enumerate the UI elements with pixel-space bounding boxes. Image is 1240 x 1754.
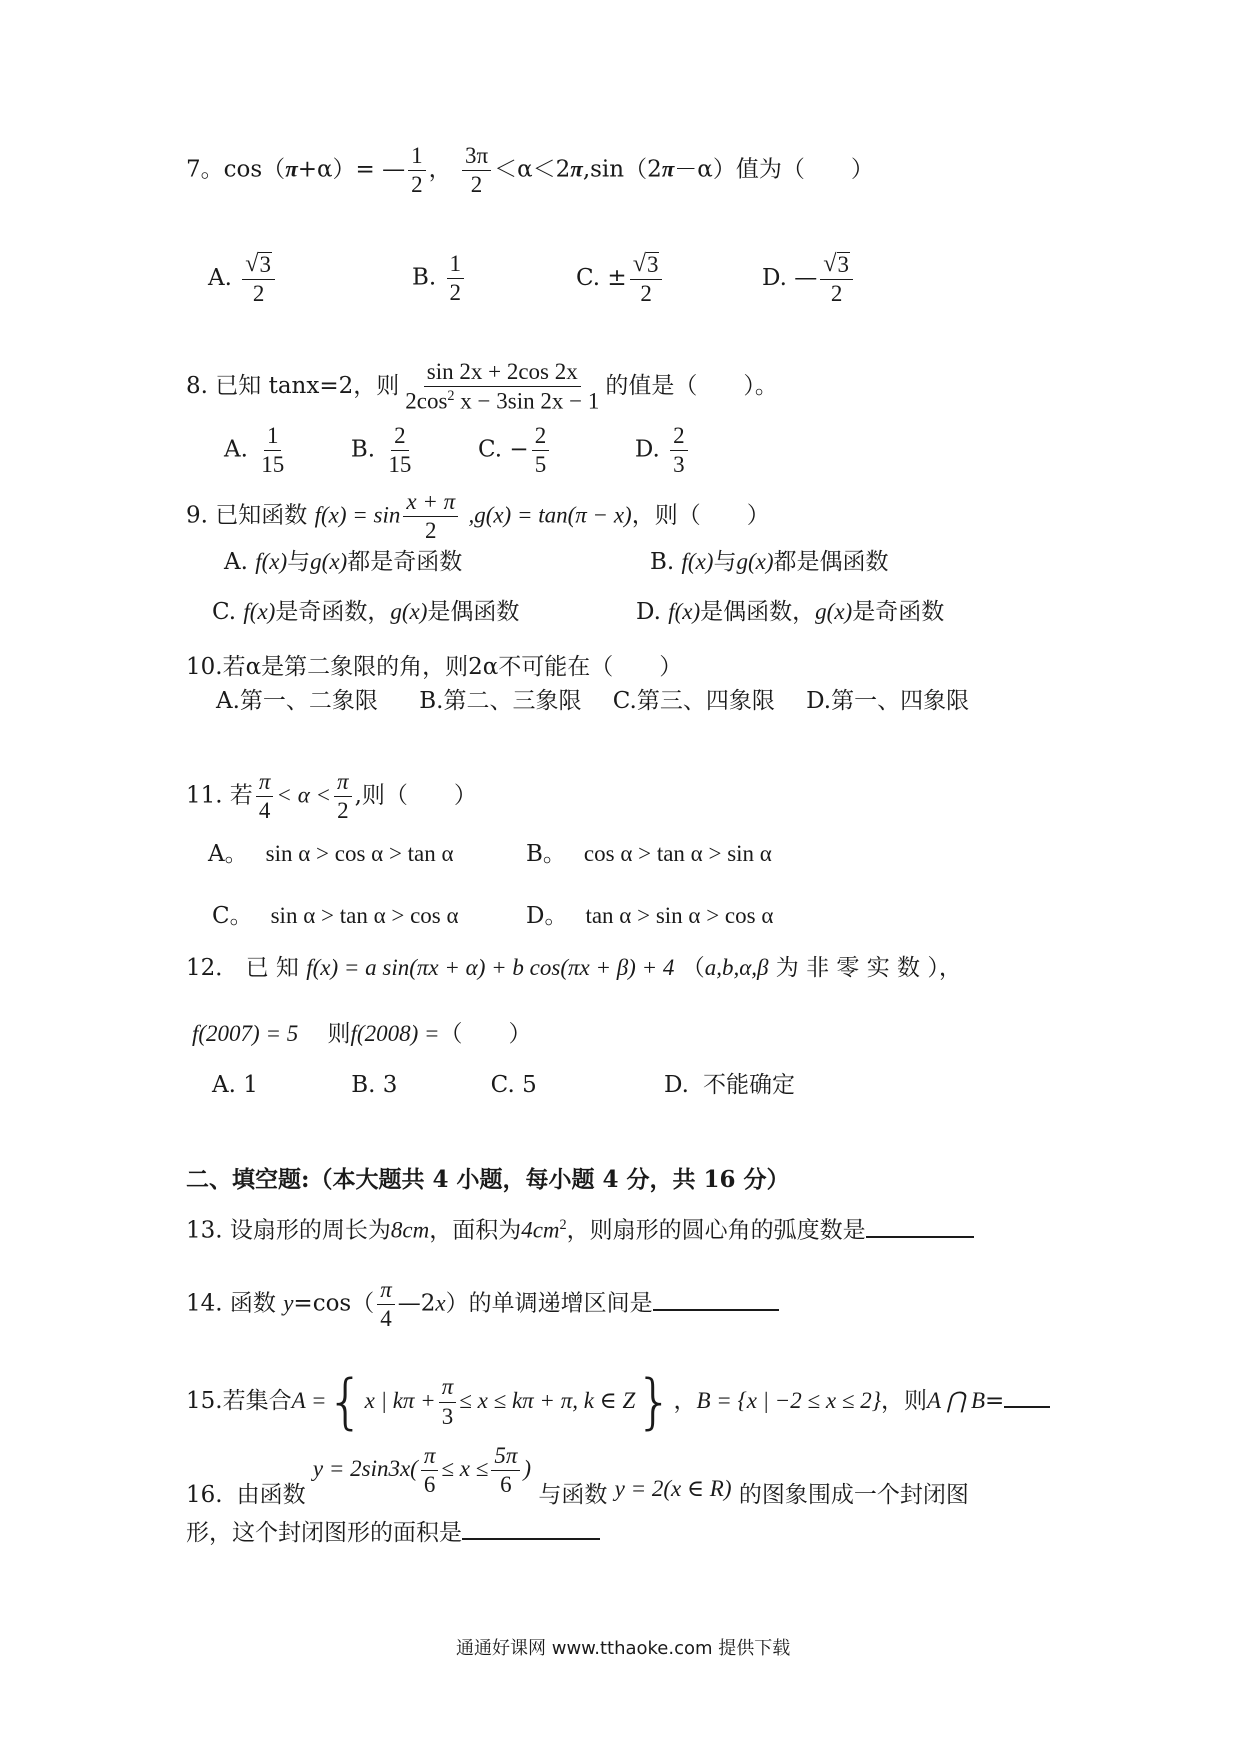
- question-7: 7。cos（π+α）= — $\frac{1}{2}$ ， $\frac{3\pi}{2}$ ＜α＜2π,sin（2π－α）值为（ ）: [186, 143, 874, 198]
- question-12-options: A. 1 B. 3 C. 5 D. 不能确定: [212, 1072, 795, 1098]
- question-14: 14. 函数 y=cos（ $\frac{\pi}{4}$ —2x）的单调递增区间是: [186, 1278, 779, 1331]
- question-7-option-c: C. ± √ 3 2: [576, 252, 665, 306]
- question-11: 11. 若 $\frac{\pi}{4}$ < α < $\frac{\pi}{2}$ ,则（ ）: [186, 769, 477, 824]
- question-7-option-a: A. √ 3 2: [208, 252, 278, 306]
- answer-blank[interactable]: [866, 1235, 974, 1238]
- footer-download-note: 通通好课网 www.tthaoke.com 提供下载: [456, 1638, 791, 1659]
- question-7-option-b: B. $\frac{1}{2}$: [412, 252, 467, 305]
- question-7-option-d: D. — √ 3 2: [762, 252, 856, 306]
- question-10-options: A.第一、二象限 B.第二、三象限 C.第三、四象限 D.第一、四象限: [216, 688, 970, 714]
- question-11-option-d: D。 tan α > sin α > cos α: [526, 903, 774, 929]
- question-15: 15.若集合A ={x | kπ + $\frac{\pi}{3}$ ≤ x ≤ kπ + π, k ∈ Z}，B = {x | −2 ≤ x ≤ 2}，则A ⋂ B=: [186, 1372, 1050, 1432]
- question-11-option-a: A。 sin α > cos α > tan α: [208, 841, 454, 867]
- question-9-option-a: A. f(x)与g(x)都是奇函数: [224, 549, 463, 575]
- function-sine: y = 2sin3x( $\frac{\pi}{6}$ ≤ x ≤ $\frac{5\pi}{6}$ ): [312, 1443, 532, 1498]
- question-10: 10.若α是第二象限的角，则2α不可能在（ ）: [186, 654, 683, 680]
- question-11-option-b: B。 cos α > tan α > sin α: [526, 841, 772, 867]
- question-16: 16. 由函数 y = 2sin3x( $\frac{\pi}{6}$ ≤ x ≤ $\frac{5\pi}{6}$ ) 与函数 y = 2(x ∈ R) 的图象围成一个封闭图: [186, 1443, 969, 1508]
- question-12: 12． 已 知 f(x) = a sin(πx + α) + b cos(πx + β) + 4 （a,b,α,β 为 非 零 实 数 ），: [186, 955, 962, 981]
- question-12-condition: f(2007) = 5 则f(2008) =（ ）: [192, 1021, 532, 1047]
- question-9-option-b: B. f(x)与g(x)都是偶函数: [650, 549, 889, 575]
- question-9-option-c: C. f(x)是奇函数，g(x)是偶函数: [212, 599, 520, 625]
- question-11-option-c: C。 sin α > tan α > cos α: [212, 903, 459, 929]
- question-16-line-2: 形，这个封闭图形的面积是: [186, 1522, 600, 1545]
- question-9: 9. 已知函数 f(x) = sin $\frac{x + \pi}{2}$ ,g(x) = tan(π − x)，则（ ）: [186, 489, 770, 544]
- question-8: 8. 已知 tanx=2，则 $\frac{\sin 2x + 2\cos 2x}{2\cos^2 x - 3\sin 2x - 1}$ 的值是（ ）。: [186, 359, 778, 414]
- answer-blank[interactable]: [462, 1537, 600, 1540]
- question-8-options: A. $\frac{1}{15}$ B. $\frac{2}{15}$ C. − $\frac{2}{5}$ D. $\frac{2}{3}$: [224, 424, 691, 477]
- answer-blank[interactable]: [1004, 1405, 1050, 1408]
- answer-blank[interactable]: [653, 1308, 779, 1311]
- section-fill-in-title: 二、填空题:（本大题共 4 小题，每小题 4 分，共 16 分）: [186, 1166, 790, 1193]
- question-9-option-d: D. f(x)是偶函数，g(x)是奇函数: [636, 599, 945, 625]
- question-13: 13. 设扇形的周长为8cm，面积为$4cm^2$，则扇形的圆心角的弧度数是: [186, 1218, 974, 1243]
